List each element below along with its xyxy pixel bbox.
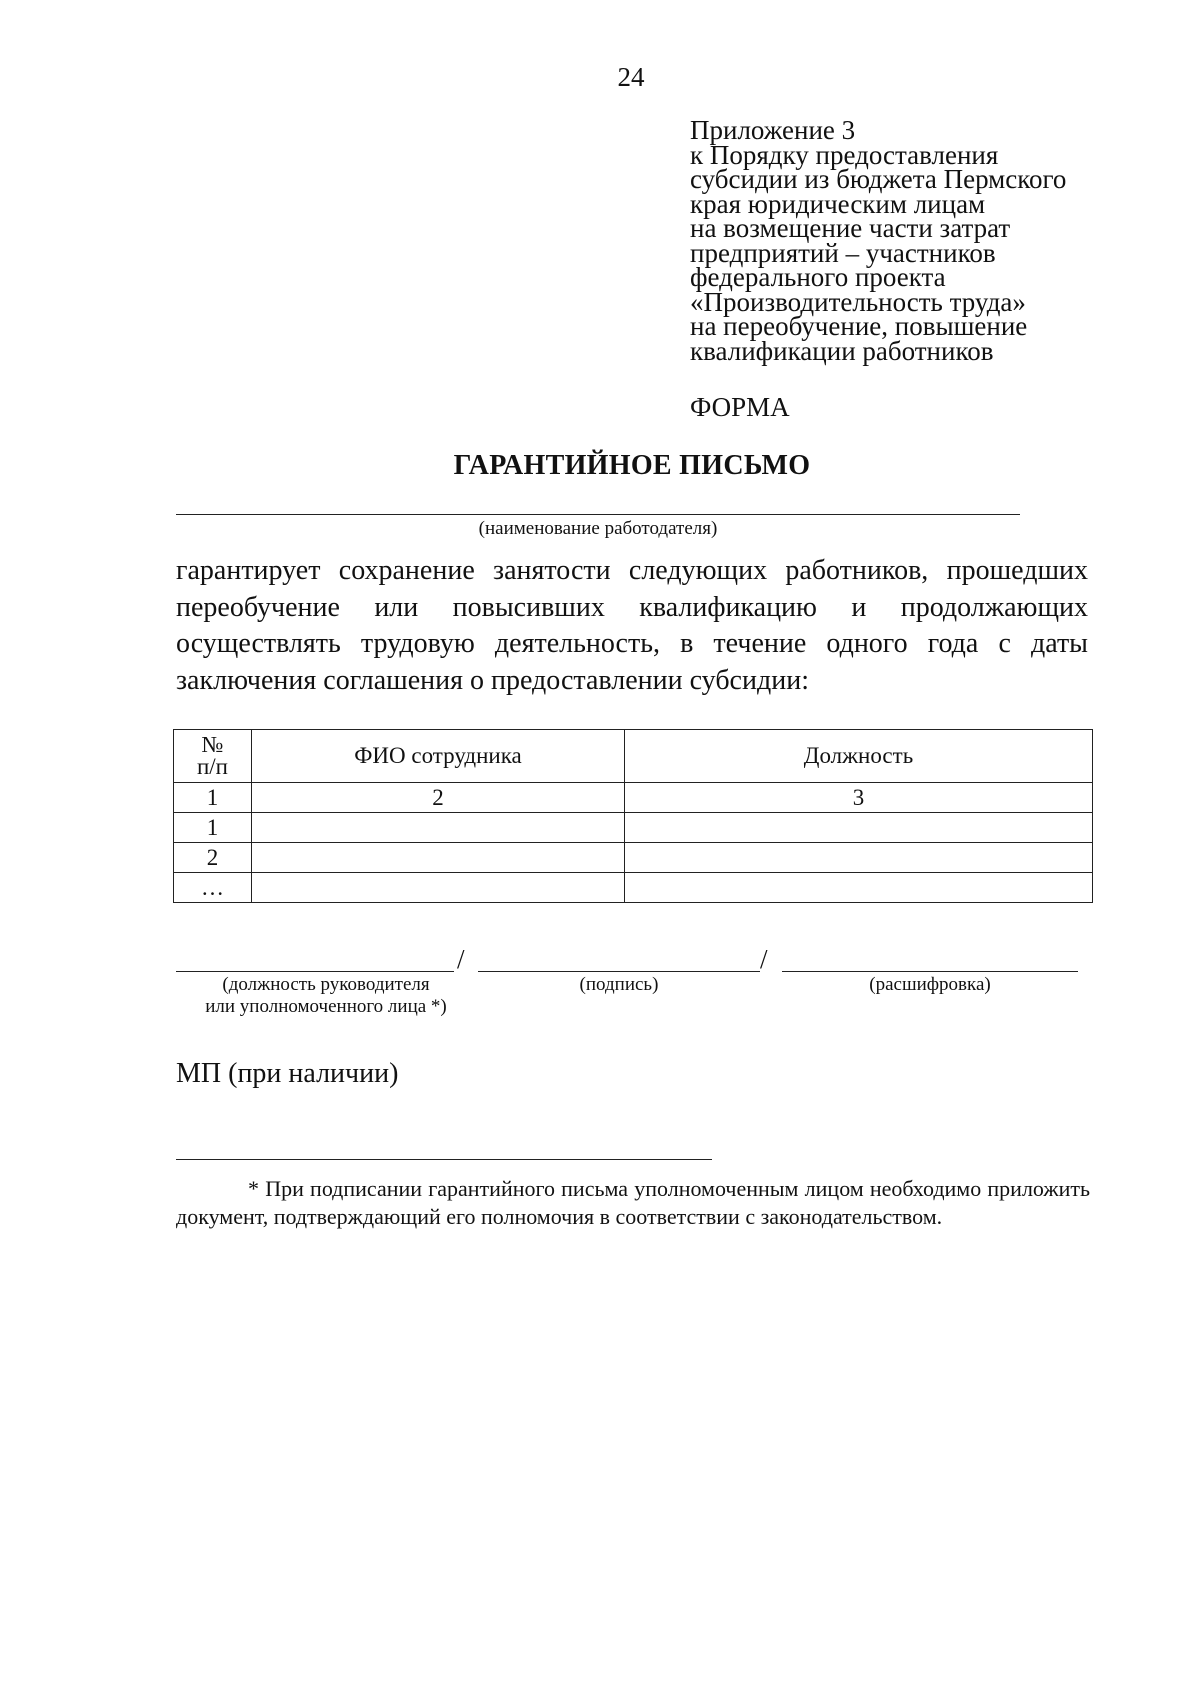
header-position: Должность <box>625 730 1093 783</box>
header-number-line1: № <box>201 732 224 757</box>
document-title: ГАРАНТИЙНОЕ ПИСЬМО <box>453 450 811 481</box>
row-position-cell[interactable] <box>625 873 1093 903</box>
decoding-caption: (расшифровка) <box>869 974 991 995</box>
appendix-heading <box>690 115 1110 366</box>
appendix-line: Приложение 3 <box>690 115 856 145</box>
appendix-line: субсидии из бюджета Пермского <box>690 164 1067 194</box>
table-row <box>174 813 1093 843</box>
row-number-cell: … <box>174 873 252 903</box>
page-number: 24 <box>617 62 645 92</box>
header-name: ФИО сотрудника <box>252 730 625 783</box>
stamp-note: МП (при наличии) <box>176 1058 399 1089</box>
appendix-line: края юридическим лицам <box>690 188 986 219</box>
header-number-line2: п/п <box>196 754 228 779</box>
row-name-cell[interactable] <box>252 873 625 903</box>
appendix-line: к Порядку предоставления <box>690 139 999 170</box>
employees-table <box>173 729 1093 903</box>
table-header-row <box>174 730 1093 783</box>
appendix-line: на переобучение, повышение <box>690 311 1028 341</box>
column-number-cell: 1 <box>174 783 252 813</box>
appendix-line: федерального проекта <box>690 262 946 292</box>
footnote-divider <box>176 1159 712 1160</box>
header-number <box>174 730 252 783</box>
decoding-field[interactable] <box>782 971 1078 972</box>
signature-separator: / <box>760 944 768 974</box>
appendix-line: предприятий – участников <box>690 237 996 268</box>
table-row <box>174 843 1093 873</box>
column-number-cell: 3 <box>625 783 1093 813</box>
row-name-cell[interactable] <box>252 843 625 873</box>
position-caption-line1: (должность руководителя <box>222 974 430 995</box>
row-position-cell[interactable] <box>625 843 1093 873</box>
position-caption <box>176 974 476 1018</box>
column-number-row <box>174 783 1093 813</box>
position-signature-field[interactable] <box>176 971 454 972</box>
signature-field[interactable] <box>478 971 760 972</box>
appendix-line: «Производительность труда» <box>690 286 1026 317</box>
employer-caption: (наименование работодателя) <box>478 518 718 539</box>
row-position-cell[interactable] <box>625 813 1093 843</box>
row-number-cell: 1 <box>174 813 252 843</box>
row-number-cell: 2 <box>174 843 252 873</box>
row-name-cell[interactable] <box>252 813 625 843</box>
position-caption-line2: или уполномоченного лица *) <box>205 996 447 1017</box>
signature-separator: / <box>457 944 465 974</box>
table-row <box>174 873 1093 903</box>
appendix-line: квалификации работников <box>690 335 994 366</box>
signature-caption: (подпись) <box>579 974 659 995</box>
footnote: * При подписании гарантийного письма уполномоченным лицом необходимо приложить документ, подтверждающий его полномочия в соответствии с законодательством. <box>176 1176 1090 1229</box>
column-number-cell: 2 <box>252 783 625 813</box>
guarantee-text: гарантирует сохранение занятости следующих работников, прошедших переобучение или повысивших квалификацию и продолжающих осуществлять трудовую деятельность, в течение одного года с даты заключения соглашения о предоставлении субсидии: <box>176 555 1088 696</box>
form-label: ФОРМА <box>690 392 790 422</box>
appendix-line: на возмещение части затрат <box>690 213 1011 243</box>
employer-name-field[interactable] <box>176 514 1020 515</box>
